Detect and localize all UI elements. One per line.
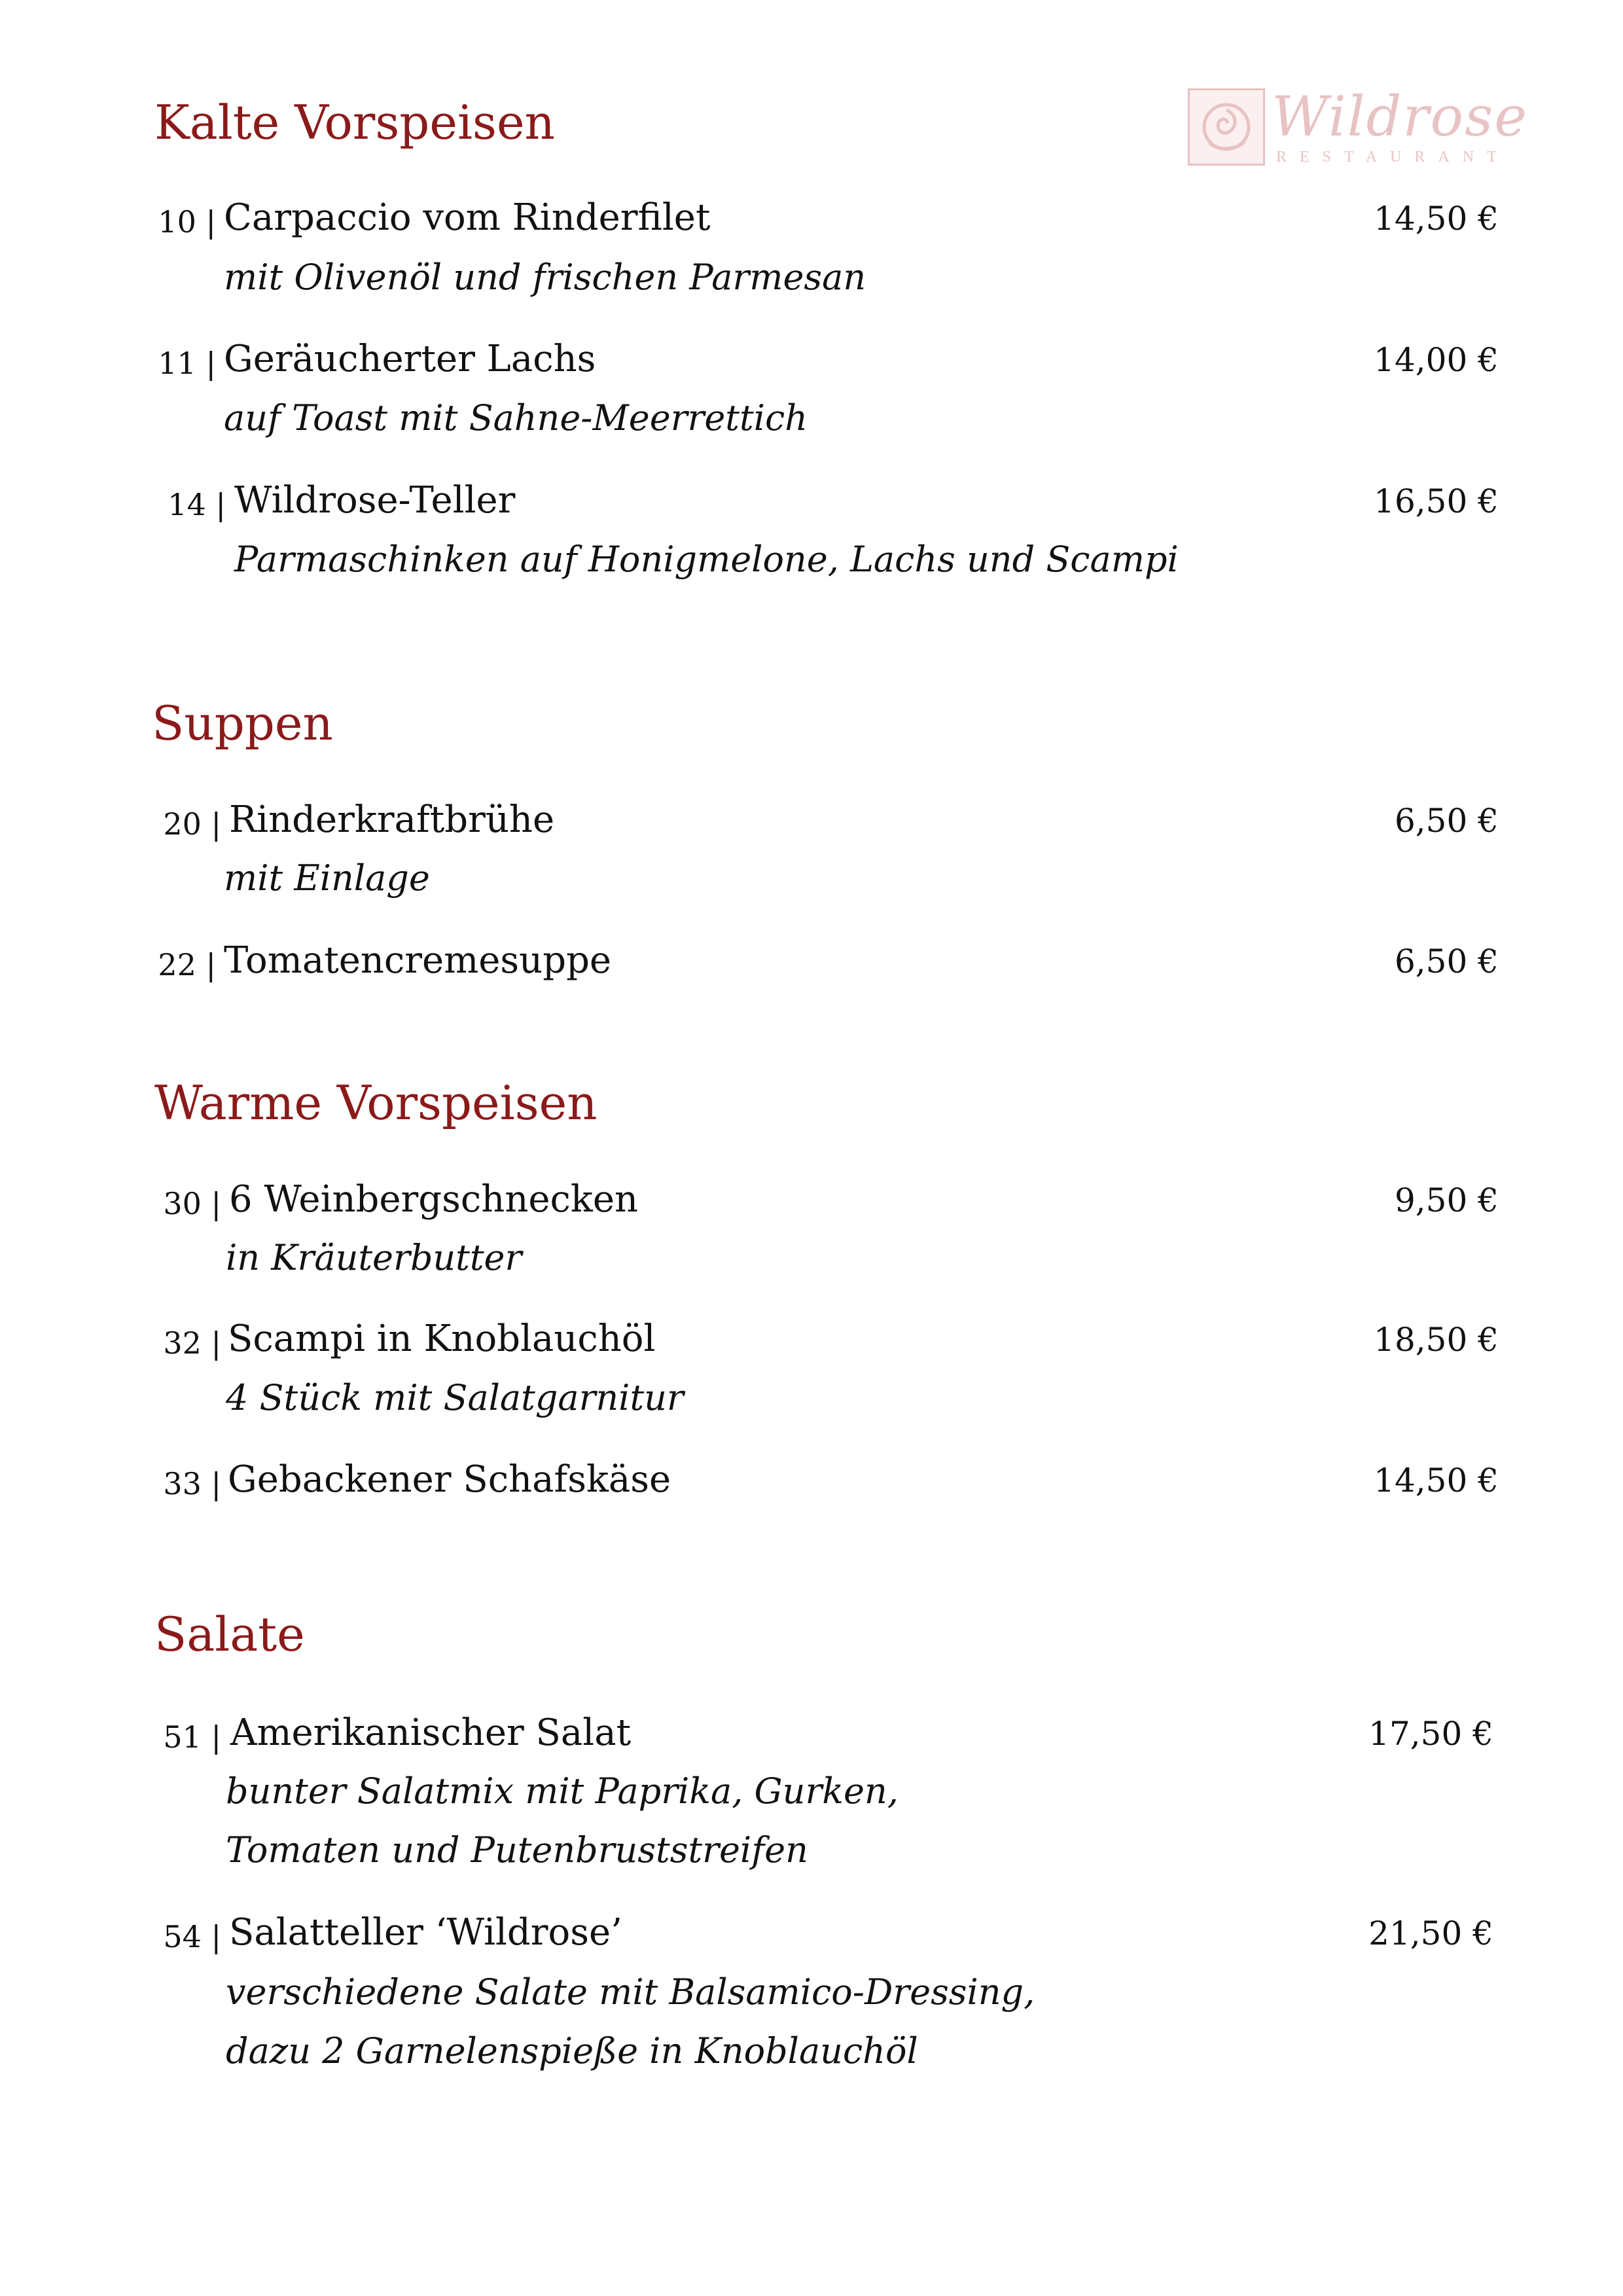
- item-description: Tomaten und Putenbruststreifen: [226, 1829, 808, 1871]
- item-description: mit Olivenöl und frischen Parmesan: [224, 257, 866, 298]
- section-title: Kalte Vorspeisen: [154, 95, 555, 150]
- item-description: Parmaschinken auf Honigmelone, Lachs und Scampi: [234, 539, 1179, 580]
- item-number: 22 |: [158, 947, 216, 982]
- item-price: 6,50 €: [1394, 942, 1499, 980]
- rose-icon: [1188, 88, 1265, 166]
- item-name: Wildrose-Teller: [234, 479, 516, 522]
- item-number: 32 |: [163, 1325, 221, 1361]
- item-number: 11 |: [158, 346, 216, 381]
- logo-wordmark: Wildrose: [1272, 84, 1528, 149]
- item-name: Scampi in Knoblauchöl: [228, 1318, 656, 1360]
- section-title: Suppen: [152, 696, 333, 751]
- item-price: 14,50 €: [1374, 200, 1499, 238]
- item-name: Carpaccio vom Rinderfilet: [224, 196, 711, 239]
- item-price: 17,50 €: [1368, 1715, 1493, 1753]
- item-description: bunter Salatmix mit Paprika, Gurken,: [226, 1770, 899, 1812]
- item-description: verschiedene Salate mit Balsamico-Dressing,: [226, 1971, 1035, 2013]
- item-description: 4 Stück mit Salatgarnitur: [226, 1377, 684, 1418]
- item-name: Geräucherter Lachs: [224, 338, 596, 380]
- item-price: 16,50 €: [1374, 482, 1499, 520]
- logo-subline: RESTAURANT: [1276, 149, 1510, 166]
- item-name: Amerikanischer Salat: [230, 1712, 632, 1754]
- item-description: auf Toast mit Sahne-Meerrettich: [224, 397, 808, 439]
- section-title: Warme Vorspeisen: [154, 1075, 597, 1130]
- item-description: dazu 2 Garnelenspieße in Knoblauchöl: [226, 2030, 918, 2072]
- item-price: 21,50 €: [1368, 1914, 1493, 1952]
- item-description: in Kräuterbutter: [226, 1237, 522, 1278]
- section-title: Salate: [154, 1607, 305, 1662]
- item-number: 54 |: [163, 1919, 221, 1954]
- restaurant-logo: [1188, 84, 1528, 167]
- item-number: 51 |: [163, 1719, 221, 1755]
- item-name: Rinderkraftbrühe: [229, 798, 555, 841]
- item-price: 14,00 €: [1374, 341, 1499, 379]
- item-description: mit Einlage: [224, 857, 430, 899]
- item-number: 33 |: [163, 1466, 221, 1501]
- item-number: 30 |: [163, 1186, 221, 1221]
- item-price: 18,50 €: [1374, 1321, 1499, 1359]
- item-name: Tomatencremesuppe: [224, 939, 612, 982]
- item-name: Salatteller ‘Wildrose’: [229, 1911, 622, 1954]
- item-price: 6,50 €: [1394, 802, 1499, 840]
- item-price: 9,50 €: [1394, 1181, 1499, 1219]
- item-name: Gebackener Schafskäse: [228, 1458, 671, 1501]
- item-price: 14,50 €: [1374, 1462, 1499, 1499]
- item-name: 6 Weinbergschnecken: [229, 1178, 639, 1221]
- item-number: 14 |: [168, 487, 226, 522]
- item-number: 10 |: [158, 204, 216, 240]
- item-number: 20 |: [163, 806, 221, 842]
